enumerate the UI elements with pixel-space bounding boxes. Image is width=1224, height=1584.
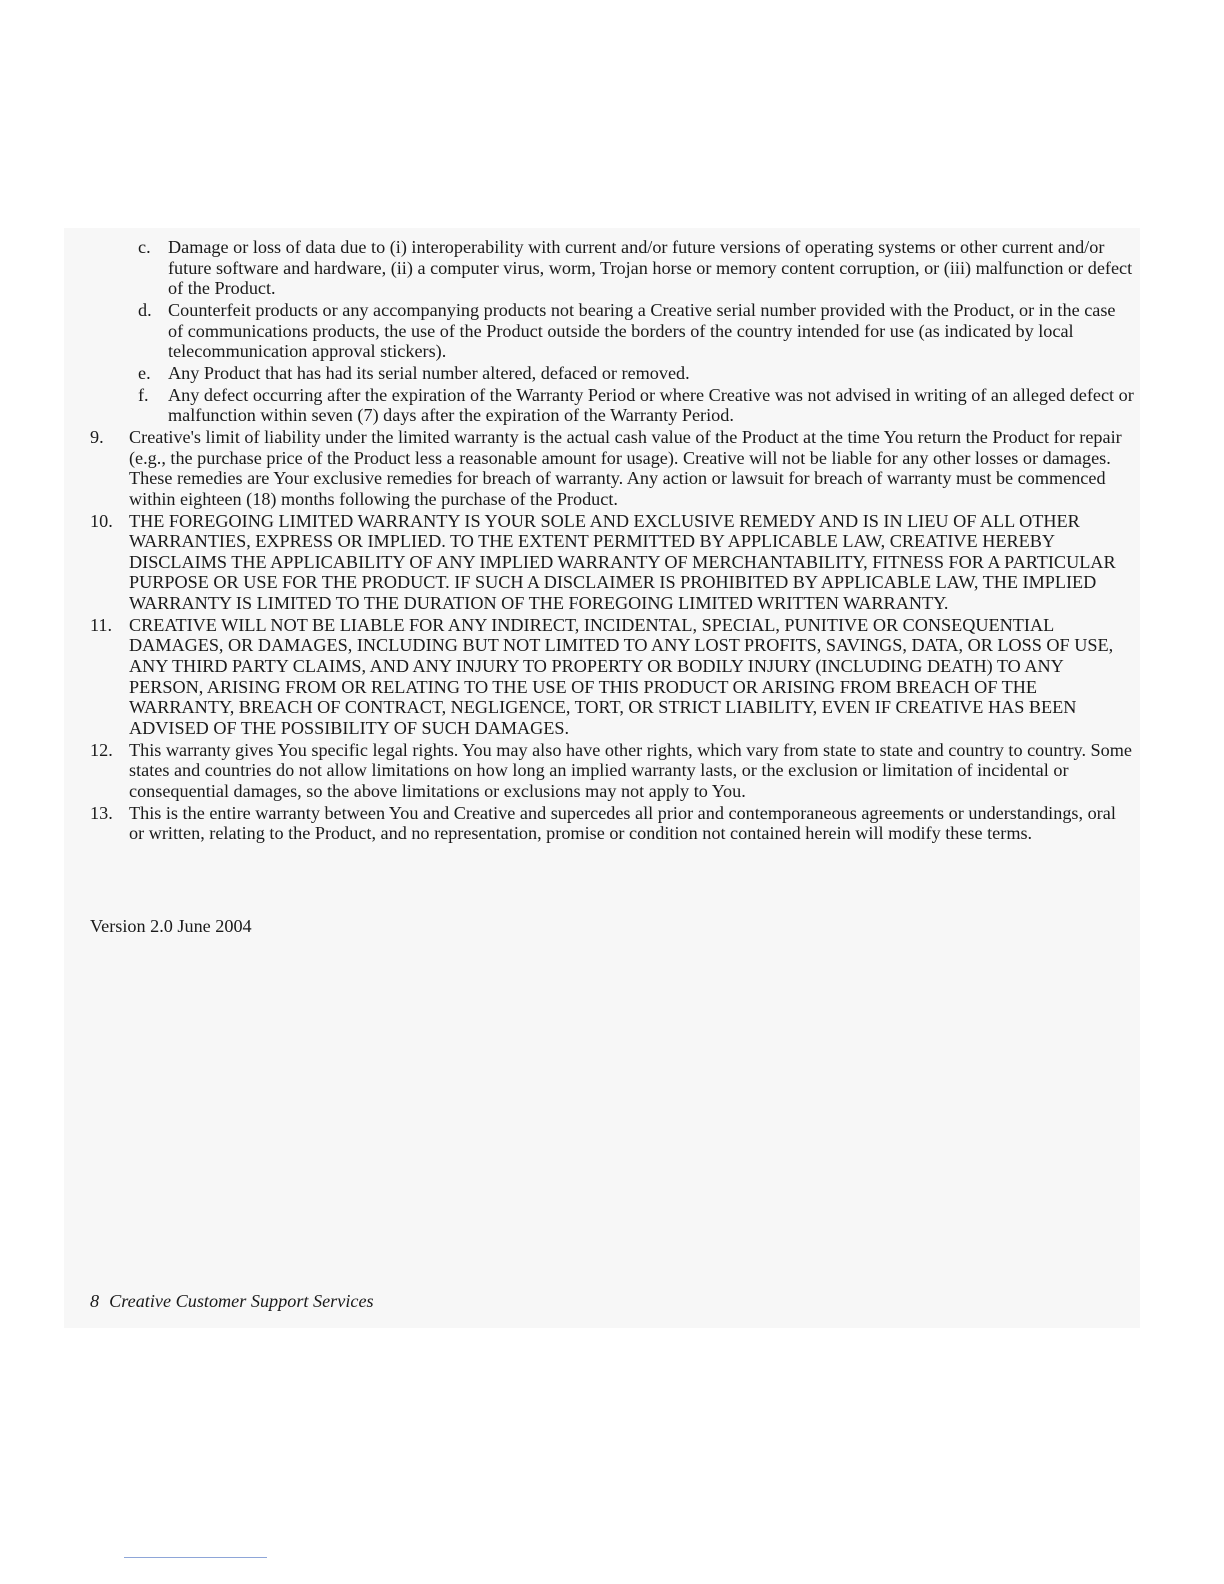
item-text: Any defect occurring after the expiration of the Warranty Period or where Creative was not advised in writing of an alleged defect or malfunction within seven (7) days after the expiration of the Warranty Period.: [168, 384, 1134, 426]
divider: [124, 1557, 267, 1558]
item-number: 13.: [90, 802, 113, 823]
list-item: [90, 427, 1135, 509]
list-item: [90, 237, 1135, 299]
item-text: CREATIVE WILL NOT BE LIABLE FOR ANY INDIRECT, INCIDENTAL, SPECIAL, PUNITIVE OR CONSEQUENTIAL DAMAGES, OR DAMAGES, INCLUDING BUT NOT LIMITED TO ANY LOST PROFITS, SAVINGS, DATA, OR LOSS OF USE, ANY THIRD PARTY CLAIMS, AND ANY INJURY TO PROPERTY OR BODILY INJURY (INCLUDING DEATH) TO ANY PERSON, ARISING FROM OR RELATING TO THE USE OF THIS PRODUCT OR ARISING FROM BREACH OF THE WARRANTY, BREACH OF CONTRACT, NEGLIGENCE, TORT, OR STRICT LIABILITY, EVEN IF CREATIVE HAS BEEN ADVISED OF THE POSSIBILITY OF SUCH DAMAGES.: [129, 614, 1114, 738]
item-text: Damage or loss of data due to (i) interoperability with current and/or future versions of operating systems or other current and/or future software and hardware, (ii) a computer virus, worm, Trojan horse or memory content corruption, or (iii) malfunction or defect of the Product.: [168, 237, 1133, 299]
warranty-text: [90, 237, 1135, 845]
item-text: Counterfeit products or any accompanying products not bearing a Creative serial number provided with the Product, or in the case of communications products, the use of the Product outside the borders of the country intended for use (as indicated by local telecommunication approval stickers).: [168, 299, 1116, 362]
version-line: Version 2.0 June 2004: [90, 916, 252, 936]
list-item: [90, 300, 1135, 362]
item-text: Creative's limit of liability under the limited warranty is the actual cash value of the Product at the time You return the Product for repair (e.g., the purchase price of the Product less a reasonable amount for usage). Creative will not be liable for any other losses or damages. These remedies are Your exclusive remedies for breach of warranty. Any action or lawsuit for breach of warranty must be commenced within eighteen (18) months following the purchase of the Product.: [129, 427, 1122, 509]
item-marker: f.: [138, 384, 149, 405]
item-number: 11.: [90, 614, 113, 635]
page-footer: [90, 1291, 374, 1312]
item-number: 12.: [90, 739, 113, 760]
page-number: 8: [90, 1291, 100, 1311]
item-text: This warranty gives You specific legal rights. You may also have other rights, which vary from state to state and country to country. Some states and countries do not allow limitations on how long an implied warranty lasts, or the exclusion or limitation of incidental or consequential damages, so the above limitations or exclusions may not apply to You.: [129, 739, 1132, 801]
item-marker: e.: [138, 362, 151, 383]
item-number: 10.: [90, 510, 113, 531]
exclusions-sublist: [90, 237, 1135, 426]
list-item: [90, 511, 1135, 614]
list-item: [90, 615, 1135, 739]
list-item: [90, 740, 1135, 802]
item-marker: d.: [138, 299, 152, 320]
list-item: [90, 363, 1135, 384]
item-text: THE FOREGOING LIMITED WARRANTY IS YOUR SOLE AND EXCLUSIVE REMEDY AND IS IN LIEU OF ALL OTHER WARRANTIES, EXPRESS OR IMPLIED. TO THE EXTENT PERMITTED BY APPLICABLE LAW, CREATIVE HEREBY DISCLAIMS THE APPLICABILITY OF ANY IMPLIED WARRANTY OF MERCHANTABILITY, FITNESS FOR A PARTICULAR PURPOSE OR USE FOR THE PRODUCT. IF SUCH A DISCLAIMER IS PROHIBITED BY APPLICABLE LAW, THE IMPLIED WARRANTY IS LIMITED TO THE DURATION OF THE FOREGOING LIMITED WRITTEN WARRANTY.: [129, 510, 1116, 614]
item-number: 9.: [90, 427, 104, 448]
item-text: This is the entire warranty between You and Creative and supercedes all prior and contemporaneous agreements or understandings, oral or written, relating to the Product, and no representation, promise or condition not contained herein will modify these terms.: [129, 802, 1116, 844]
footer-title: Creative Customer Support Services: [109, 1291, 374, 1311]
list-item: [90, 803, 1135, 844]
list-item: [90, 385, 1135, 426]
warranty-numbered-list: [90, 427, 1135, 844]
item-marker: c.: [138, 237, 151, 257]
item-text: Any Product that has had its serial number altered, defaced or removed.: [168, 362, 690, 383]
